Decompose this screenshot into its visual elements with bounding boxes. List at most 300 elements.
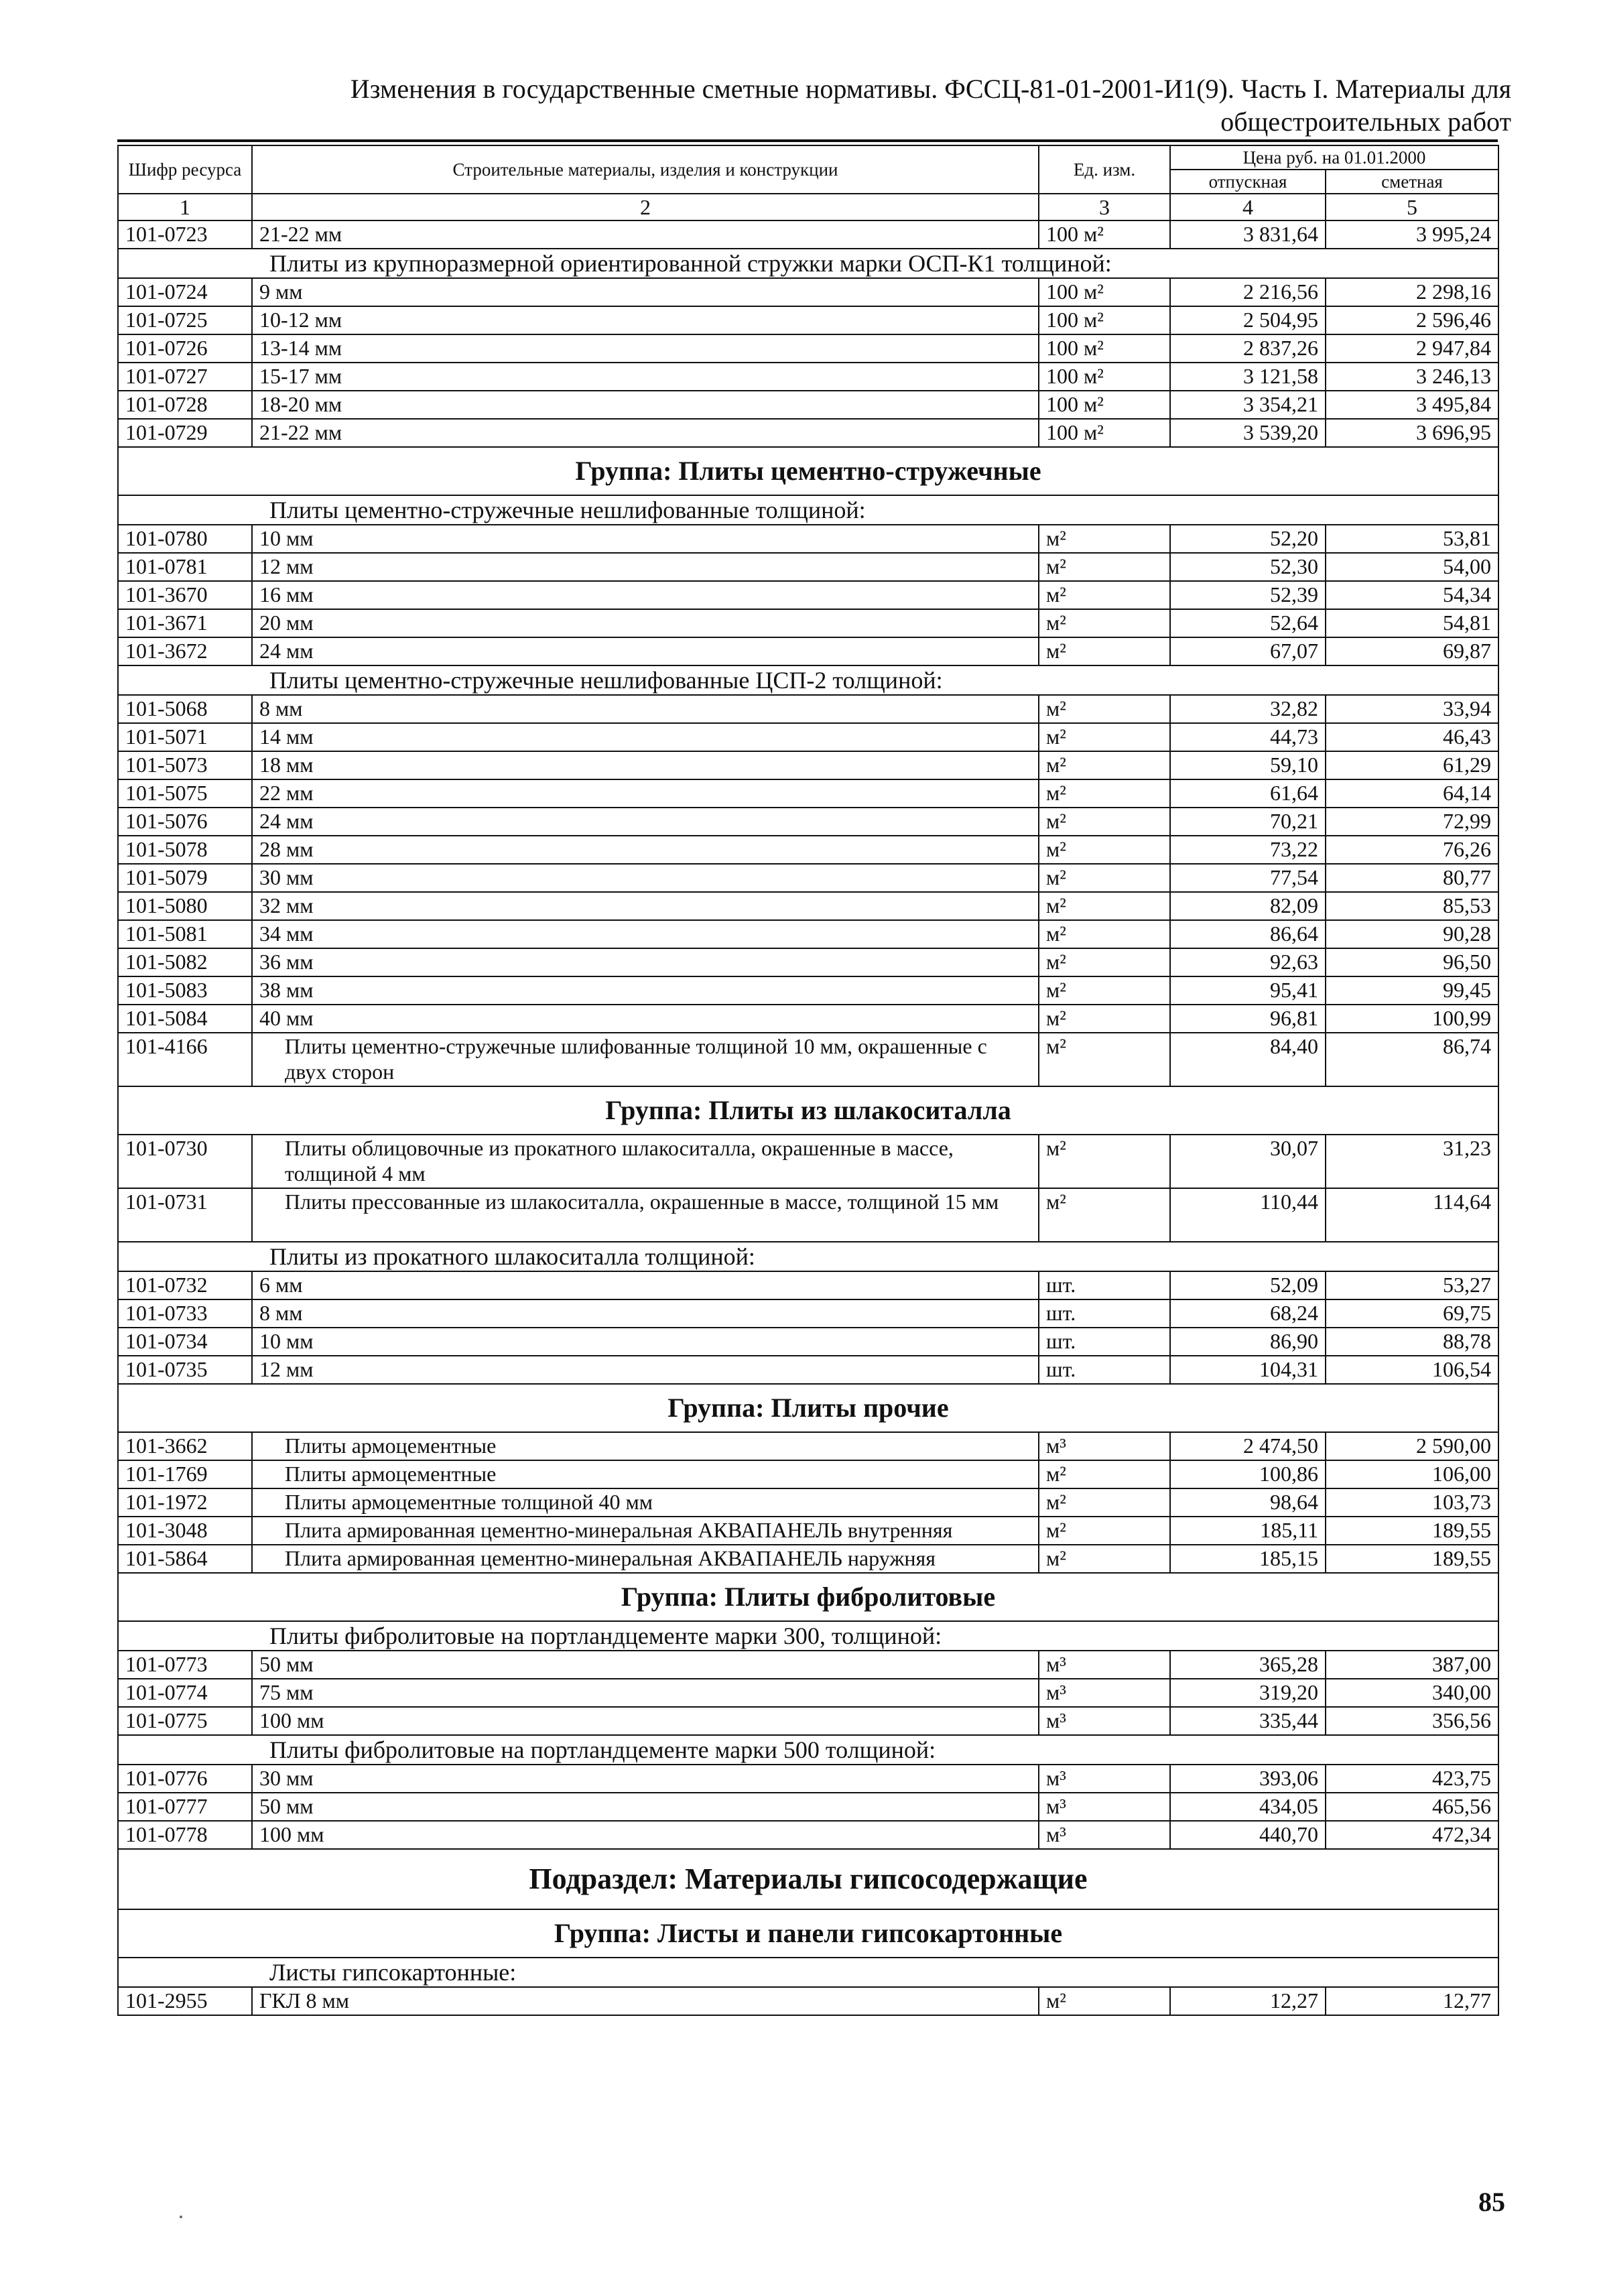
estimate-price: 387,00 bbox=[1326, 1651, 1498, 1679]
resource-code: 101-0727 bbox=[118, 363, 252, 391]
material-name: 12 мм bbox=[252, 1356, 1039, 1384]
release-price: 319,20 bbox=[1170, 1679, 1326, 1707]
release-price: 2 837,26 bbox=[1170, 334, 1326, 363]
material-name: 10 мм bbox=[252, 1328, 1039, 1356]
estimate-price: 106,00 bbox=[1326, 1460, 1498, 1488]
estimate-price: 12,77 bbox=[1326, 1987, 1498, 2015]
resource-code: 101-5083 bbox=[118, 976, 252, 1005]
release-price: 3 121,58 bbox=[1170, 363, 1326, 391]
resource-code: 101-0734 bbox=[118, 1328, 252, 1356]
header-line-2: общестроительных работ bbox=[1220, 107, 1511, 137]
resource-code: 101-5076 bbox=[118, 808, 252, 836]
release-price: 95,41 bbox=[1170, 976, 1326, 1005]
unit: м² bbox=[1039, 976, 1170, 1005]
estimate-price: 2 947,84 bbox=[1326, 334, 1498, 363]
release-price: 67,07 bbox=[1170, 637, 1326, 665]
release-price: 434,05 bbox=[1170, 1793, 1326, 1821]
resource-code: 101-0731 bbox=[118, 1188, 252, 1242]
unit: м² bbox=[1039, 864, 1170, 892]
resource-code: 101-2955 bbox=[118, 1987, 252, 2015]
release-price: 12,27 bbox=[1170, 1987, 1326, 2015]
material-name: 24 мм bbox=[252, 637, 1039, 665]
group-heading: Группа: Плиты из шлакоситалла bbox=[118, 1086, 1498, 1135]
table-row bbox=[118, 723, 1498, 751]
estimate-price: 54,00 bbox=[1326, 553, 1498, 581]
estimate-price: 3 495,84 bbox=[1326, 391, 1498, 419]
table-row bbox=[118, 391, 1498, 419]
table-row bbox=[118, 1188, 1498, 1242]
table-row bbox=[118, 1679, 1498, 1707]
release-price: 82,09 bbox=[1170, 892, 1326, 920]
release-price: 3 354,21 bbox=[1170, 391, 1326, 419]
unit: шт. bbox=[1039, 1356, 1170, 1384]
material-name: 12 мм bbox=[252, 553, 1039, 581]
release-price: 68,24 bbox=[1170, 1299, 1326, 1328]
resource-code: 101-0773 bbox=[118, 1651, 252, 1679]
resource-code: 101-5075 bbox=[118, 779, 252, 808]
table-row bbox=[118, 779, 1498, 808]
unit: 100 м² bbox=[1039, 278, 1170, 306]
unit: шт. bbox=[1039, 1328, 1170, 1356]
header-line-1: Изменения в государственные сметные нормативы. ФССЦ-81-01-2001-И1(9). Часть I. Материалы для bbox=[350, 74, 1511, 104]
unit: м² bbox=[1039, 1005, 1170, 1033]
release-price: 70,21 bbox=[1170, 808, 1326, 836]
estimate-price: 80,77 bbox=[1326, 864, 1498, 892]
resource-code: 101-0724 bbox=[118, 278, 252, 306]
material-name: 22 мм bbox=[252, 779, 1039, 808]
table-row bbox=[118, 808, 1498, 836]
unit: м² bbox=[1039, 581, 1170, 609]
column-number: 5 bbox=[1326, 194, 1498, 220]
section-caption-row bbox=[118, 1242, 1498, 1271]
unit: м² bbox=[1039, 723, 1170, 751]
section-caption-row bbox=[118, 249, 1498, 278]
estimate-price: 88,78 bbox=[1326, 1328, 1498, 1356]
material-name: 36 мм bbox=[252, 948, 1039, 976]
material-name: 10-12 мм bbox=[252, 306, 1039, 334]
material-name: 100 мм bbox=[252, 1707, 1039, 1735]
col-price-header: Цена руб. на 01.01.2000 bbox=[1170, 145, 1498, 170]
material-name: 16 мм bbox=[252, 581, 1039, 609]
material-name: Плиты армоцементные bbox=[252, 1432, 1039, 1460]
table-row bbox=[118, 334, 1498, 363]
resource-code: 101-5080 bbox=[118, 892, 252, 920]
unit: м² bbox=[1039, 1460, 1170, 1488]
unit: м² bbox=[1039, 1033, 1170, 1086]
estimate-price: 33,94 bbox=[1326, 695, 1498, 723]
group-heading-row bbox=[118, 1909, 1498, 1958]
col-release-header: отпускная bbox=[1170, 170, 1326, 194]
unit: шт. bbox=[1039, 1299, 1170, 1328]
unit: шт. bbox=[1039, 1271, 1170, 1299]
table-row bbox=[118, 948, 1498, 976]
price-table bbox=[117, 145, 1499, 2016]
resource-code: 101-0777 bbox=[118, 1793, 252, 1821]
release-price: 3 539,20 bbox=[1170, 419, 1326, 447]
col-name-header: Строительные материалы, изделия и конструкции bbox=[252, 145, 1039, 194]
release-price: 52,30 bbox=[1170, 553, 1326, 581]
material-name: 30 мм bbox=[252, 864, 1039, 892]
release-price: 335,44 bbox=[1170, 1707, 1326, 1735]
table-row bbox=[118, 1651, 1498, 1679]
release-price: 100,86 bbox=[1170, 1460, 1326, 1488]
group-heading: Группа: Листы и панели гипсокартонные bbox=[118, 1909, 1498, 1958]
release-price: 30,07 bbox=[1170, 1135, 1326, 1188]
release-price: 52,64 bbox=[1170, 609, 1326, 637]
material-name: 34 мм bbox=[252, 920, 1039, 948]
section-caption-row bbox=[118, 495, 1498, 525]
material-name: Плиты облицовочные из прокатного шлакоситалла, окрашенные в массе, толщиной 4 мм bbox=[252, 1135, 1039, 1188]
table-row bbox=[118, 1135, 1498, 1188]
estimate-price: 96,50 bbox=[1326, 948, 1498, 976]
table-row bbox=[118, 609, 1498, 637]
table-row bbox=[118, 419, 1498, 447]
unit: 100 м² bbox=[1039, 391, 1170, 419]
resource-code: 101-0726 bbox=[118, 334, 252, 363]
table-row bbox=[118, 1488, 1498, 1517]
estimate-price: 2 298,16 bbox=[1326, 278, 1498, 306]
resource-code: 101-5078 bbox=[118, 836, 252, 864]
material-name: 14 мм bbox=[252, 723, 1039, 751]
resource-code: 101-5084 bbox=[118, 1005, 252, 1033]
unit: м² bbox=[1039, 525, 1170, 553]
release-price: 110,44 bbox=[1170, 1188, 1326, 1242]
table-row bbox=[118, 525, 1498, 553]
material-name: 13-14 мм bbox=[252, 334, 1039, 363]
estimate-price: 103,73 bbox=[1326, 1488, 1498, 1517]
unit: м² bbox=[1039, 948, 1170, 976]
estimate-price: 54,81 bbox=[1326, 609, 1498, 637]
resource-code: 101-0778 bbox=[118, 1821, 252, 1849]
unit: м² bbox=[1039, 1987, 1170, 2015]
release-price: 61,64 bbox=[1170, 779, 1326, 808]
material-name: 8 мм bbox=[252, 1299, 1039, 1328]
unit: м² bbox=[1039, 553, 1170, 581]
unit: 100 м² bbox=[1039, 419, 1170, 447]
release-price: 86,64 bbox=[1170, 920, 1326, 948]
unit: м² bbox=[1039, 1545, 1170, 1573]
estimate-price: 85,53 bbox=[1326, 892, 1498, 920]
estimate-price: 76,26 bbox=[1326, 836, 1498, 864]
release-price: 3 831,64 bbox=[1170, 220, 1326, 249]
material-name: 9 мм bbox=[252, 278, 1039, 306]
resource-code: 101-0728 bbox=[118, 391, 252, 419]
table-row bbox=[118, 220, 1498, 249]
table-row bbox=[118, 363, 1498, 391]
table-row bbox=[118, 892, 1498, 920]
unit: м³ bbox=[1039, 1651, 1170, 1679]
release-price: 32,82 bbox=[1170, 695, 1326, 723]
table-row bbox=[118, 976, 1498, 1005]
estimate-price: 189,55 bbox=[1326, 1545, 1498, 1573]
group-heading-row bbox=[118, 1384, 1498, 1432]
unit: м² bbox=[1039, 1188, 1170, 1242]
material-name: 30 мм bbox=[252, 1765, 1039, 1793]
estimate-price: 3 995,24 bbox=[1326, 220, 1498, 249]
estimate-price: 31,23 bbox=[1326, 1135, 1498, 1188]
section-caption: Плиты фибролитовые на портландцементе марки 500 толщиной: bbox=[118, 1735, 1498, 1765]
table-row bbox=[118, 695, 1498, 723]
resource-code: 101-3671 bbox=[118, 609, 252, 637]
estimate-price: 100,99 bbox=[1326, 1005, 1498, 1033]
resource-code: 101-5073 bbox=[118, 751, 252, 779]
table-row bbox=[118, 1517, 1498, 1545]
material-name: 38 мм bbox=[252, 976, 1039, 1005]
resource-code: 101-5864 bbox=[118, 1545, 252, 1573]
page-number: 85 bbox=[1478, 2187, 1505, 2217]
release-price: 185,11 bbox=[1170, 1517, 1326, 1545]
material-name: 28 мм bbox=[252, 836, 1039, 864]
estimate-price: 2 596,46 bbox=[1326, 306, 1498, 334]
table-body bbox=[118, 194, 1498, 2015]
group-heading: Группа: Плиты фибролитовые bbox=[118, 1573, 1498, 1621]
section-caption: Плиты из крупноразмерной ориентированной стружки марки ОСП-К1 толщиной: bbox=[118, 249, 1498, 278]
release-price: 2 504,95 bbox=[1170, 306, 1326, 334]
unit: м² bbox=[1039, 920, 1170, 948]
resource-code: 101-5071 bbox=[118, 723, 252, 751]
unit: м² bbox=[1039, 1488, 1170, 1517]
resource-code: 101-5081 bbox=[118, 920, 252, 948]
unit: 100 м² bbox=[1039, 306, 1170, 334]
col-unit-header: Ед. изм. bbox=[1039, 145, 1170, 194]
material-name: ГКЛ 8 мм bbox=[252, 1987, 1039, 2015]
estimate-price: 423,75 bbox=[1326, 1765, 1498, 1793]
unit: м² bbox=[1039, 808, 1170, 836]
resource-code: 101-0780 bbox=[118, 525, 252, 553]
material-name: 50 мм bbox=[252, 1651, 1039, 1679]
resource-code: 101-5068 bbox=[118, 695, 252, 723]
subsection-heading-row bbox=[118, 1849, 1498, 1909]
table-row bbox=[118, 1356, 1498, 1384]
unit: м² bbox=[1039, 892, 1170, 920]
estimate-price: 472,34 bbox=[1326, 1821, 1498, 1849]
estimate-price: 53,81 bbox=[1326, 525, 1498, 553]
material-name: Плита армированная цементно-минеральная АКВАПАНЕЛЬ наружняя bbox=[252, 1545, 1039, 1573]
material-name: 8 мм bbox=[252, 695, 1039, 723]
release-price: 52,20 bbox=[1170, 525, 1326, 553]
unit: м³ bbox=[1039, 1707, 1170, 1735]
material-name: 6 мм bbox=[252, 1271, 1039, 1299]
material-name: Плиты армоцементные толщиной 40 мм bbox=[252, 1488, 1039, 1517]
material-name: 15-17 мм bbox=[252, 363, 1039, 391]
table-row bbox=[118, 581, 1498, 609]
material-name: Плиты прессованные из шлакоситалла, окрашенные в массе, толщиной 15 мм bbox=[252, 1188, 1039, 1242]
header-rule bbox=[117, 139, 1498, 142]
release-price: 440,70 bbox=[1170, 1821, 1326, 1849]
table-row bbox=[118, 1033, 1498, 1086]
section-caption-row bbox=[118, 665, 1498, 695]
table-row bbox=[118, 864, 1498, 892]
resource-code: 101-0730 bbox=[118, 1135, 252, 1188]
resource-code: 101-0729 bbox=[118, 419, 252, 447]
estimate-price: 54,34 bbox=[1326, 581, 1498, 609]
estimate-price: 46,43 bbox=[1326, 723, 1498, 751]
unit: м² bbox=[1039, 836, 1170, 864]
estimate-price: 189,55 bbox=[1326, 1517, 1498, 1545]
section-caption: Плиты из прокатного шлакоситалла толщиной: bbox=[118, 1242, 1498, 1271]
release-price: 86,90 bbox=[1170, 1328, 1326, 1356]
resource-code: 101-0723 bbox=[118, 220, 252, 249]
estimate-price: 86,74 bbox=[1326, 1033, 1498, 1086]
estimate-price: 69,75 bbox=[1326, 1299, 1498, 1328]
col-code-header: Шифр ресурса bbox=[118, 145, 252, 194]
resource-code: 101-4166 bbox=[118, 1033, 252, 1086]
resource-code: 101-3670 bbox=[118, 581, 252, 609]
section-caption: Плиты цементно-стружечные нешлифованные ЦСП-2 толщиной: bbox=[118, 665, 1498, 695]
material-name: 21-22 мм bbox=[252, 419, 1039, 447]
table-row bbox=[118, 1821, 1498, 1849]
table-row bbox=[118, 1707, 1498, 1735]
resource-code: 101-0732 bbox=[118, 1271, 252, 1299]
material-name: 100 мм bbox=[252, 1821, 1039, 1849]
estimate-price: 64,14 bbox=[1326, 779, 1498, 808]
resource-code: 101-0775 bbox=[118, 1707, 252, 1735]
resource-code: 101-3048 bbox=[118, 1517, 252, 1545]
material-name: 50 мм bbox=[252, 1793, 1039, 1821]
material-name: 75 мм bbox=[252, 1679, 1039, 1707]
table-row bbox=[118, 1793, 1498, 1821]
estimate-price: 106,54 bbox=[1326, 1356, 1498, 1384]
table-row bbox=[118, 306, 1498, 334]
material-name: 10 мм bbox=[252, 525, 1039, 553]
resource-code: 101-1769 bbox=[118, 1460, 252, 1488]
material-name: 40 мм bbox=[252, 1005, 1039, 1033]
table-row bbox=[118, 1271, 1498, 1299]
table-row bbox=[118, 1460, 1498, 1488]
estimate-price: 61,29 bbox=[1326, 751, 1498, 779]
unit: 100 м² bbox=[1039, 363, 1170, 391]
group-heading: Группа: Плиты цементно-стружечные bbox=[118, 447, 1498, 495]
resource-code: 101-0735 bbox=[118, 1356, 252, 1384]
group-heading-row bbox=[118, 1086, 1498, 1135]
table-row bbox=[118, 1299, 1498, 1328]
resource-code: 101-5082 bbox=[118, 948, 252, 976]
release-price: 96,81 bbox=[1170, 1005, 1326, 1033]
section-caption-row bbox=[118, 1621, 1498, 1651]
resource-code: 101-0774 bbox=[118, 1679, 252, 1707]
scan-speck bbox=[180, 2216, 182, 2218]
table-row bbox=[118, 1328, 1498, 1356]
release-price: 73,22 bbox=[1170, 836, 1326, 864]
section-caption: Плиты цементно-стружечные нешлифованные толщиной: bbox=[118, 495, 1498, 525]
estimate-price: 69,87 bbox=[1326, 637, 1498, 665]
estimate-price: 340,00 bbox=[1326, 1679, 1498, 1707]
material-name: 18 мм bbox=[252, 751, 1039, 779]
subsection-heading: Подраздел: Материалы гипсосодержащие bbox=[118, 1849, 1498, 1909]
section-caption: Листы гипсокартонные: bbox=[118, 1958, 1498, 1987]
material-name: Плита армированная цементно-минеральная АКВАПАНЕЛЬ внутренняя bbox=[252, 1517, 1039, 1545]
estimate-price: 90,28 bbox=[1326, 920, 1498, 948]
resource-code: 101-3672 bbox=[118, 637, 252, 665]
group-heading-row bbox=[118, 447, 1498, 495]
release-price: 52,39 bbox=[1170, 581, 1326, 609]
release-price: 2 474,50 bbox=[1170, 1432, 1326, 1460]
group-heading: Группа: Плиты прочие bbox=[118, 1384, 1498, 1432]
material-name: 32 мм bbox=[252, 892, 1039, 920]
unit: м² bbox=[1039, 695, 1170, 723]
section-caption-row bbox=[118, 1958, 1498, 1987]
section-caption: Плиты фибролитовые на портландцементе марки 300, толщиной: bbox=[118, 1621, 1498, 1651]
table-row bbox=[118, 1765, 1498, 1793]
unit: м³ bbox=[1039, 1765, 1170, 1793]
material-name: 24 мм bbox=[252, 808, 1039, 836]
unit: м³ bbox=[1039, 1679, 1170, 1707]
section-caption-row bbox=[118, 1735, 1498, 1765]
resource-code: 101-0776 bbox=[118, 1765, 252, 1793]
unit: м² bbox=[1039, 609, 1170, 637]
unit: м³ bbox=[1039, 1793, 1170, 1821]
estimate-price: 72,99 bbox=[1326, 808, 1498, 836]
estimate-price: 465,56 bbox=[1326, 1793, 1498, 1821]
release-price: 52,09 bbox=[1170, 1271, 1326, 1299]
estimate-price: 2 590,00 bbox=[1326, 1432, 1498, 1460]
resource-code: 101-0725 bbox=[118, 306, 252, 334]
material-name: Плиты цементно-стружечные шлифованные толщиной 10 мм, окрашенные с двух сторон bbox=[252, 1033, 1039, 1086]
table-row bbox=[118, 553, 1498, 581]
unit: м² bbox=[1039, 1135, 1170, 1188]
unit: м² bbox=[1039, 1517, 1170, 1545]
resource-code: 101-0781 bbox=[118, 553, 252, 581]
group-heading-row bbox=[118, 1573, 1498, 1621]
unit: 100 м² bbox=[1039, 220, 1170, 249]
table-row bbox=[118, 836, 1498, 864]
column-number-row bbox=[118, 194, 1498, 220]
release-price: 59,10 bbox=[1170, 751, 1326, 779]
release-price: 84,40 bbox=[1170, 1033, 1326, 1086]
column-number: 1 bbox=[118, 194, 252, 220]
column-number: 4 bbox=[1170, 194, 1326, 220]
material-name: 21-22 мм bbox=[252, 220, 1039, 249]
release-price: 77,54 bbox=[1170, 864, 1326, 892]
table-header-row bbox=[118, 145, 1498, 170]
release-price: 104,31 bbox=[1170, 1356, 1326, 1384]
estimate-price: 3 696,95 bbox=[1326, 419, 1498, 447]
release-price: 365,28 bbox=[1170, 1651, 1326, 1679]
column-number: 2 bbox=[252, 194, 1039, 220]
estimate-price: 114,64 bbox=[1326, 1188, 1498, 1242]
unit: м³ bbox=[1039, 1432, 1170, 1460]
release-price: 92,63 bbox=[1170, 948, 1326, 976]
release-price: 2 216,56 bbox=[1170, 278, 1326, 306]
table-row bbox=[118, 1987, 1498, 2015]
estimate-price: 99,45 bbox=[1326, 976, 1498, 1005]
unit: м² bbox=[1039, 751, 1170, 779]
material-name: 18-20 мм bbox=[252, 391, 1039, 419]
table-row bbox=[118, 920, 1498, 948]
table-row bbox=[118, 1432, 1498, 1460]
page-header bbox=[117, 72, 1511, 138]
material-name: Плиты армоцементные bbox=[252, 1460, 1039, 1488]
estimate-price: 3 246,13 bbox=[1326, 363, 1498, 391]
material-name: 20 мм bbox=[252, 609, 1039, 637]
estimate-price: 356,56 bbox=[1326, 1707, 1498, 1735]
column-number: 3 bbox=[1039, 194, 1170, 220]
resource-code: 101-1972 bbox=[118, 1488, 252, 1517]
release-price: 44,73 bbox=[1170, 723, 1326, 751]
table-row bbox=[118, 751, 1498, 779]
col-estimate-header: сметная bbox=[1326, 170, 1498, 194]
table-row bbox=[118, 637, 1498, 665]
unit: 100 м² bbox=[1039, 334, 1170, 363]
estimate-price: 53,27 bbox=[1326, 1271, 1498, 1299]
table-row bbox=[118, 1005, 1498, 1033]
release-price: 393,06 bbox=[1170, 1765, 1326, 1793]
unit: м² bbox=[1039, 779, 1170, 808]
resource-code: 101-0733 bbox=[118, 1299, 252, 1328]
unit: м³ bbox=[1039, 1821, 1170, 1849]
resource-code: 101-5079 bbox=[118, 864, 252, 892]
unit: м² bbox=[1039, 637, 1170, 665]
